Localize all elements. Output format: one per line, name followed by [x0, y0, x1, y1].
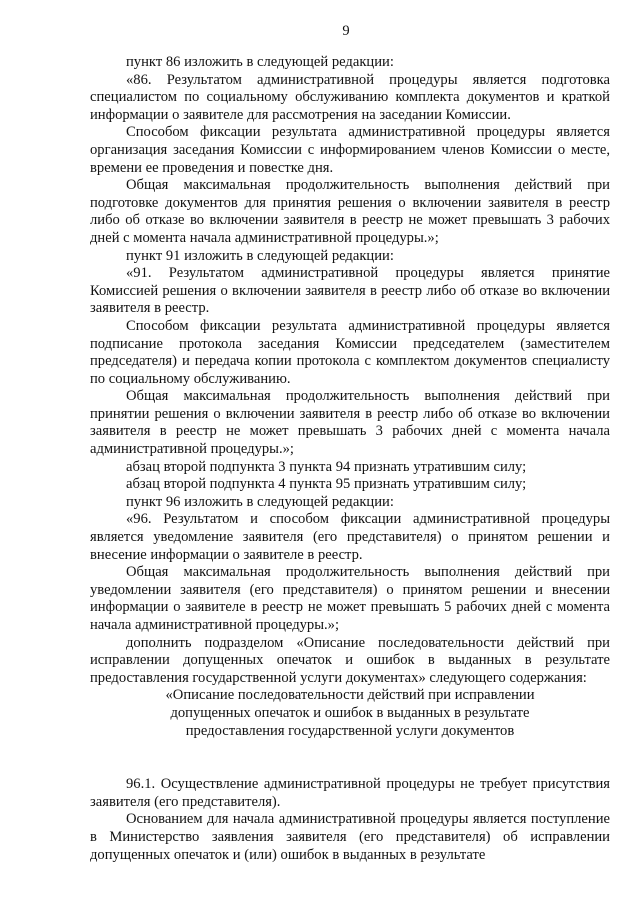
paragraph: дополнить подразделом «Описание последовательности действий при исправлении допущенных опечаток и ошибок в выданных в результате предоставления государственной услуги документах» следующего содержания: [90, 634, 610, 686]
heading-line: предоставления государственной услуги документов [185, 722, 515, 739]
paragraph: «91. Результатом административной процедуры является принятие Комиссией решения о включении заявителя в реестр либо об отказе во включении заявителя в реестр. [90, 265, 610, 317]
paragraph: Общая максимальная продолжительность выполнения действий при принятии решения о включении заявителя в реестр либо об отказе во включении заявителя в реестр не может превышать 3 рабочих дней с момента начала административной процедуры.»; [90, 388, 610, 458]
page-number: 9 [342, 23, 350, 39]
paragraph: абзац второй подпункта 3 пункта 94 признать утратившим силу; [126, 458, 527, 475]
paragraph: абзац второй подпункта 4 пункта 95 признать утратившим силу; [126, 476, 527, 493]
heading-line: «Описание последовательности действий при исправлении [165, 687, 535, 704]
paragraph: Общая максимальная продолжительность выполнения действий при подготовке документов для принятия решения о включении заявителя в реестр либо об отказе во включении заявителя в реестр не может превышать 3 рабочих дней с момента начала административной процедуры.»; [90, 177, 610, 246]
paragraph: пункт 96 изложить в следующей редакции: [126, 493, 394, 510]
paragraph: Способом фиксации результата административной процедуры является подписание протокола заседания Комиссии председателем (заместителем председателя) и передача копии протокола с комплектом документов специалисту по социальному обслуживанию. [90, 317, 610, 387]
paragraph: «96. Результатом и способом фиксации административной процедуры является уведомление заявителя (его представителя) о принятом решении и внесение информации о заявителе в реестр. [90, 511, 610, 563]
paragraph: Способом фиксации результата административной процедуры является организация заседания Комиссии с информированием членов Комиссии о месте, времени ее проведения и повестке дня. [90, 124, 610, 176]
paragraph: Общая максимальная продолжительность выполнения действий при уведомлении заявителя (его представителя) о принятом решении и внесении информации о заявителе в реестр не может превышать 5 рабочих дней с момента начала административной процедуры.»; [90, 564, 610, 633]
paragraph: 96.1. Осуществление административной процедуры не требует присутствия заявителя (его представителя). [90, 776, 610, 810]
subsection-heading [90, 687, 610, 740]
paragraph: Основанием для начала административной процедуры является поступление в Министерство заявления заявителя (его представителя) об исправлении допущенных опечаток и (или) ошибок в выданных в результате [90, 811, 610, 863]
document-body [90, 54, 610, 864]
paragraph: пункт 86 изложить в следующей редакции: [126, 54, 394, 70]
heading-line: допущенных опечаток и ошибок в выданных в результате [170, 704, 530, 721]
spacer [90, 740, 610, 776]
paragraph: пункт 91 изложить в следующей редакции: [126, 247, 394, 264]
paragraph: «86. Результатом административной процедуры является подготовка специалистом по социальному обслуживанию комплекта документов и краткой информации о заявителе для рассмотрения на заседании Комиссии. [90, 71, 610, 123]
